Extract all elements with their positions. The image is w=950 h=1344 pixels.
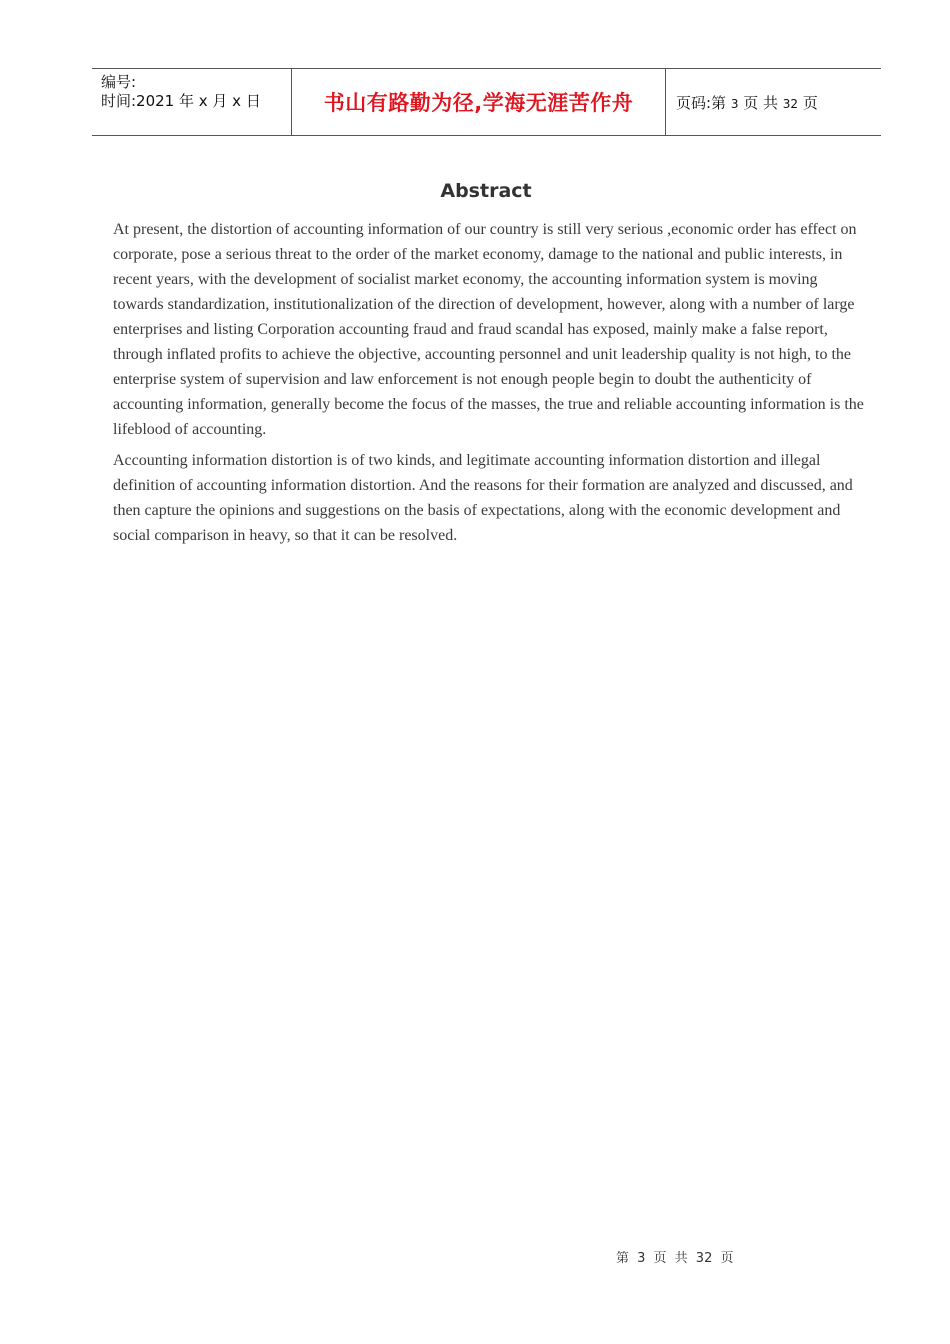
abstract-body [113,217,865,554]
page-footer: 第 3 页 共 32 页 [616,1251,734,1266]
header-page-cell [666,69,881,135]
page-code [676,92,818,113]
abstract-paragraph-2: Accounting information distortion is of two kinds, and legitimate accounting information distortion and illegal definition of accounting information distortion. And the reasons for their formation are analyzed and discussed, and then capture the opinions and suggestions on the basis of expectations, along with the economic development and social comparison in heavy, so that it can be resolved. [113,452,853,544]
page-title: Abstract [440,180,532,202]
motto-text: 书山有路勤为径,学海无涯苦作舟 [323,91,634,115]
page-code-suffix: 页 [798,93,818,112]
page-code-total: 32 [782,96,799,111]
abstract-paragraph-1: At present, the distortion of accounting information of our country is still very serious ,economic order has effect on corporate, pose a serious threat to the order of the market economy, damage to the national and public interests, in recent years, with the development of socialist market economy, the accounting information system is moving towards standardization, institutionalization of the direction of development, however, along with a number of large enterprises and listing Corporation accounting fraud and fraud scandal has exposed, mainly make a false report, through inflated profits to achieve the objective, accounting personnel and unit leadership quality is not high, to the enterprise system of supervision and law enforcement is not enough people begin to doubt the authenticity of accounting information, generally become the focus of the masses, the true and reliable accounting information is the lifeblood of accounting. [113,221,864,438]
header-motto-cell [292,69,666,135]
page-code-mid: 页 共 [738,93,783,112]
header-table [92,68,881,136]
date-line: 时间:2021 年 x 月 x 日 [101,92,261,110]
page-code-current: 3 [730,96,739,111]
header-info-cell [92,69,292,135]
doc-number-label: 编号: [101,73,137,91]
page-code-prefix: 页码:第 [676,93,731,112]
